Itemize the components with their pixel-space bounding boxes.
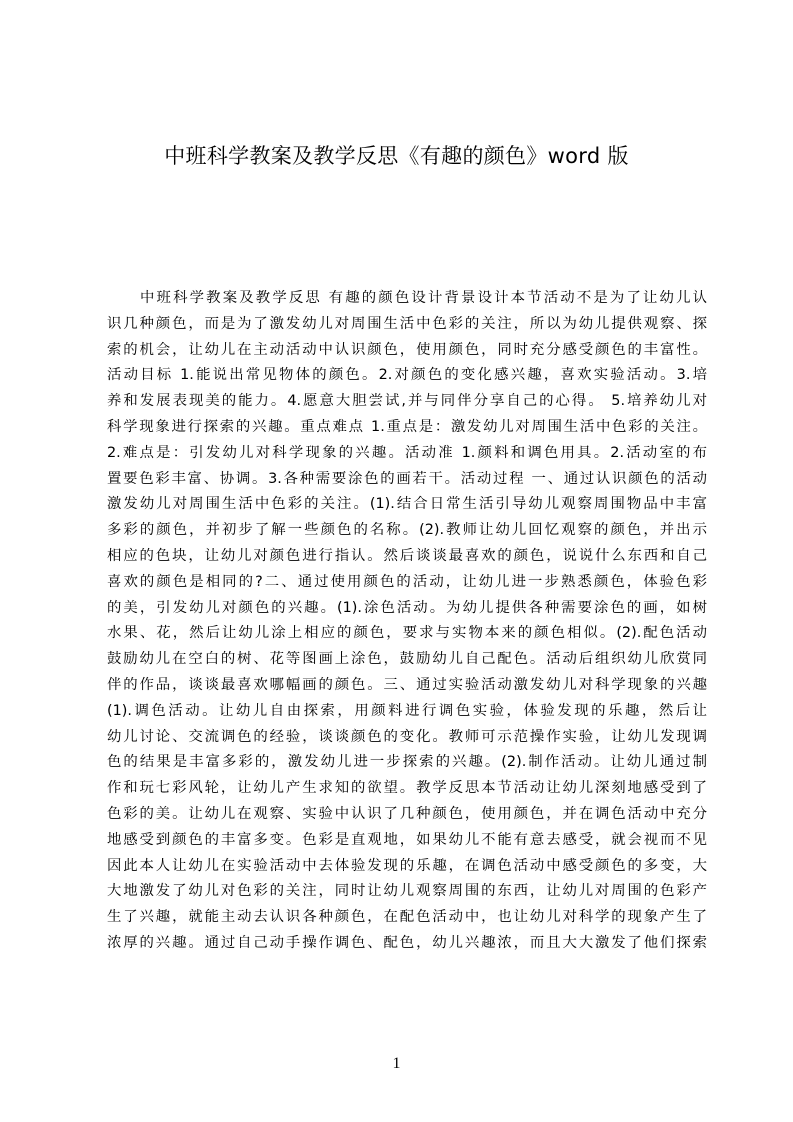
- body-line: 中班科学教案及教学反思 有趣的颜色设计背景设计本节活动不是为了让幼儿认: [140, 290, 707, 306]
- body-line: 生了兴趣，就能主动去认识各种颜色，在配色活动中，也让幼儿对科学的现象产生了: [107, 909, 707, 926]
- body-line: 幼儿讨论、交流调色的经验，谈谈颜色的变化。教师可示范操作实验，让幼儿发现调: [107, 728, 707, 745]
- body-line: 相应的色块，让幼儿对颜色进行指认。然后谈谈最喜欢的颜色，说说什么东西和自己: [107, 547, 707, 564]
- body-line: (1).调色活动。让幼儿自由探索，用颜料进行调色实验，体验发现的乐趣，然后让: [107, 702, 707, 719]
- body-line: 激发幼儿对周围生活中色彩的关注。(1).结合日常生活引导幼儿观察周围物品中丰富: [107, 496, 707, 513]
- body-line: 识几种颜色，而是为了激发幼儿对周围生活中色彩的关注，所以为幼儿提供观察、探: [107, 315, 707, 332]
- body-line: 喜欢的颜色是相同的?二、通过使用颜色的活动，让幼儿进一步熟悉颜色，体验色彩: [107, 573, 707, 590]
- body-paragraph: [107, 286, 707, 986]
- body-line: 伴的作品，谈谈最喜欢哪幅画的颜色。三、通过实验活动激发幼儿对科学现象的兴趣: [107, 676, 707, 693]
- body-line: 色的结果是丰富多彩的，激发幼儿进一步探索的兴趣。(2).制作活动。让幼儿通过制: [107, 754, 707, 771]
- page-number: 1: [392, 1055, 401, 1072]
- body-line: 因此本人让幼儿在实验活动中去体验发现的乐趣，在调色活动中感受颜色的多变，大: [107, 857, 707, 874]
- body-line: 多彩的颜色，并初步了解一些颜色的名称。(2).教师让幼儿回忆观察的颜色，并出示: [107, 522, 707, 539]
- body-line: 鼓励幼儿在空白的树、花等图画上涂色，鼓励幼儿自己配色。活动后组织幼儿欣赏同: [107, 651, 707, 668]
- body-line: 索的机会，让幼儿在主动活动中认识颜色，使用颜色，同时充分感受颜色的丰富性。: [107, 341, 707, 358]
- body-line: 浓厚的兴趣。通过自己动手操作调色、配色，幼儿兴趣浓，而且大大激发了他们探索: [107, 934, 707, 951]
- body-line: 活动目标 1.能说出常见物体的颜色。2.对颜色的变化感兴趣，喜欢实验活动。3.培: [107, 367, 707, 384]
- body-line: 科学现象进行探索的兴趣。重点难点 1.重点是：激发幼儿对周围生活中色彩的关注。: [107, 418, 707, 435]
- body-line: 2.难点是：引发幼儿对科学现象的兴趣。活动准 1.颜料和调色用具。2.活动室的布: [107, 444, 707, 461]
- body-line: 置要色彩丰富、协调。3.各种需要涂色的画若干。活动过程 一、通过认识颜色的活动: [107, 470, 707, 487]
- body-line: 色彩的美。让幼儿在观察、实验中认识了几种颜色，使用颜色，并在调色活动中充分: [107, 805, 707, 822]
- body-line: 地感受到颜色的丰富多变。色彩是直观地，如果幼儿不能有意去感受，就会视而不见: [107, 831, 707, 848]
- body-line: 水果、花，然后让幼儿涂上相应的颜色，要求与实物本来的颜色相似。(2).配色活动: [107, 625, 707, 642]
- body-line: 养和发展表现美的能力。4.愿意大胆尝试,并与同伴分享自己的心得。 5.培养幼儿对: [107, 393, 707, 410]
- body-line: 的美，引发幼儿对颜色的兴趣。(1).涂色活动。为幼儿提供各种需要涂色的画，如树: [107, 599, 707, 616]
- document-title: 中班科学教案及教学反思《有趣的颜色》word 版: [164, 144, 629, 168]
- body-line: 作和玩七彩风轮，让幼儿产生求知的欲望。教学反思本节活动让幼儿深刻地感受到了: [107, 780, 707, 797]
- body-line: 大地激发了幼儿对色彩的关注，同时让幼儿观察周围的东西，让幼儿对周围的色彩产: [107, 883, 707, 900]
